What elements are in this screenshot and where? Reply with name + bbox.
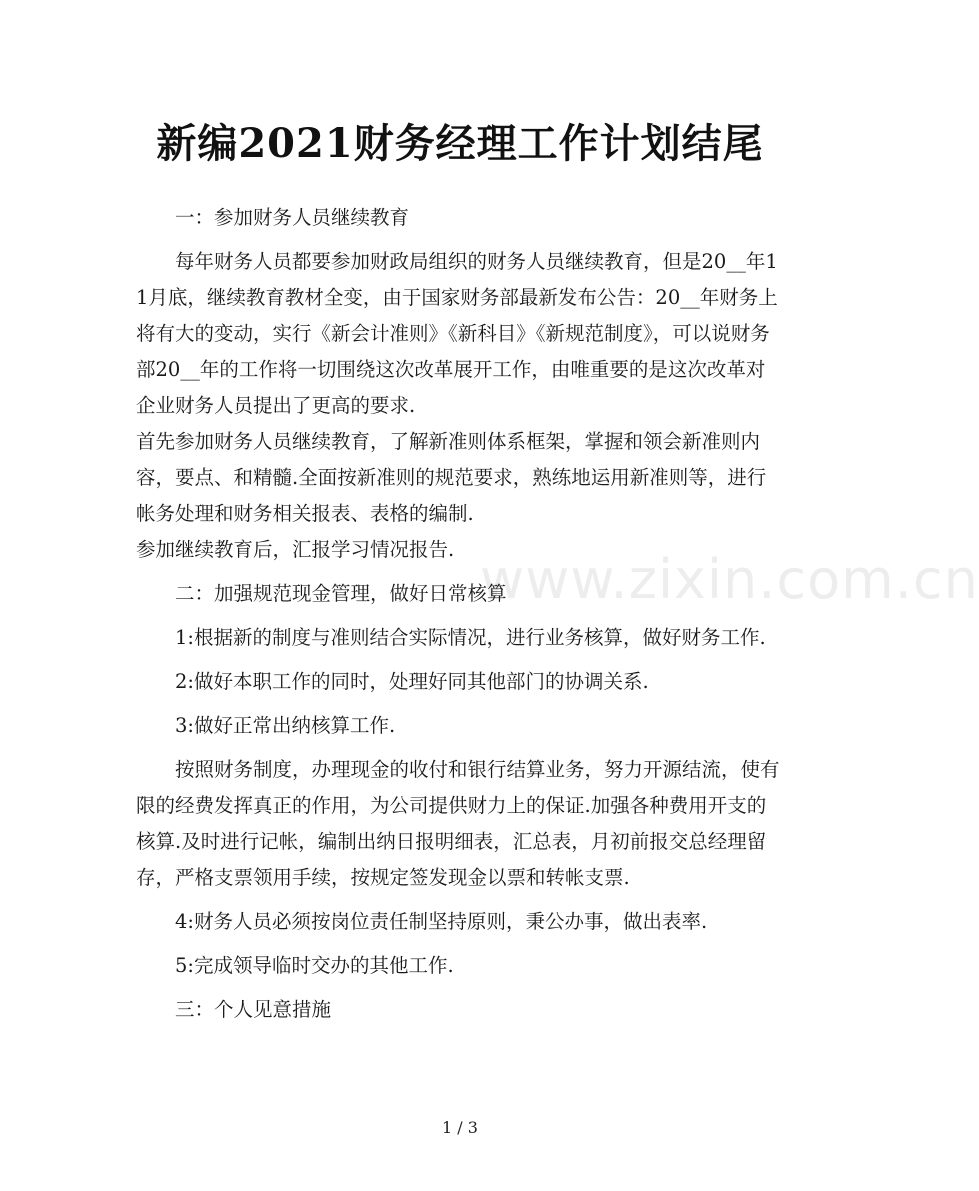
section-heading-2: 二：加强规范现金管理，做好日常核算 [175,582,507,605]
document-body [136,200,784,1028]
watermark: www.zixin.com.cn [480,548,979,611]
list-item-2: 2:做好本职工作的同时，处理好同其他部门的协调关系. [175,670,649,693]
paragraph-report: 参加继续教育后，汇报学习情况报告. [136,538,455,561]
paragraph-new-standards: 首先参加财务人员继续教育，了解新准则体系框架，掌握和领会新准则内容，要点、和精髓.全面按新准则的规范要求，熟练地运用新准则等，进行帐务处理和财务相关报表、表格的编制. [136,430,767,525]
section-heading-3: 三：个人见意措施 [175,998,332,1021]
document-title: 新编2021财务经理工作计划结尾 [156,120,764,167]
list-item-1: 1:根据新的制度与准则结合实际情况，进行业务核算，做好财务工作. [175,626,766,649]
list-item-4: 4:财务人员必须按岗位责任制坚持原则，秉公办事，做出表率. [175,910,708,933]
paragraph-continuing-education: 每年财务人员都要参加财政局组织的财务人员继续教育，但是20__年11月底，继续教育教材全变，由于国家财务部最新发布公告：20__年财务上将有大的变动，实行《新会计准则》《新科目》《新规范制度》，可以说财务部20__年的工作将一切围绕这次改革展开工作，由唯重要的是这次改革对企业财务人员提出了更高的要求. [136,250,778,417]
list-item-3: 3:做好正常出纳核算工作. [175,714,396,737]
list-item-5: 5:完成领导临时交办的其他工作. [175,954,454,977]
paragraph-cash-management: 按照财务制度，办理现金的收付和银行结算业务，努力开源结流，使有限的经费发挥真正的作用，为公司提供财力上的保证.加强各种费用开支的核算.及时进行记帐，编制出纳日报明细表，汇总表，月初前报交总经理留存，严格支票领用手续，按规定签发现金以票和转帐支票. [136,758,780,889]
section-heading-1: 一：参加财务人员继续教育 [175,206,410,229]
page-number: 1 / 3 [442,1118,478,1137]
